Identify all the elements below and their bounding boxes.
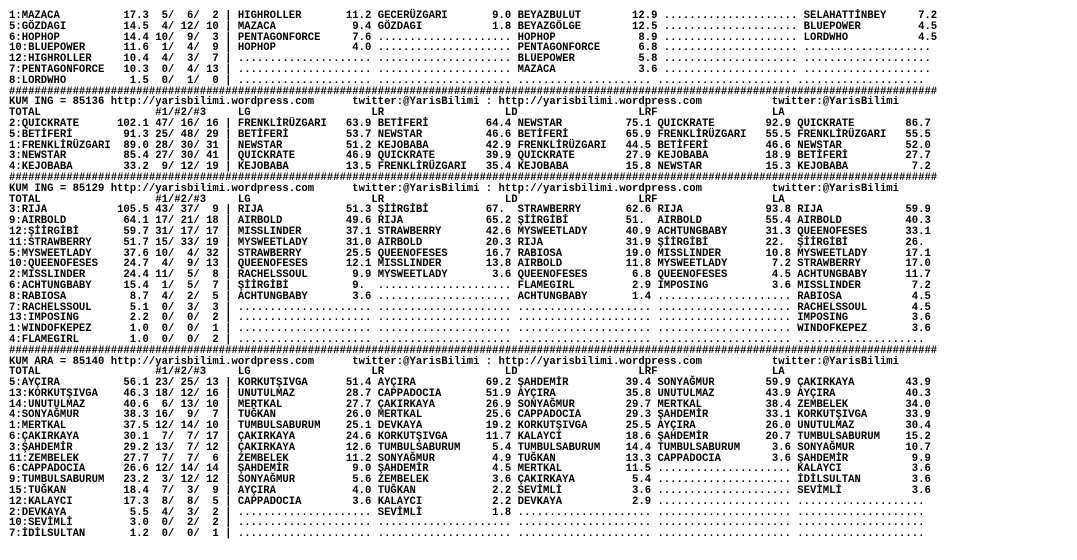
text-line: 6:HOPHOP 14.4 10/ 9/ 3 | PENTAGONFORCE 7.6 ..................... HOPHOP 8.9 ..................... LORDWHO 4.5 — [9, 31, 938, 44]
text-line: TOTAL #1/#2/#3 LG LR LD LRF LA — [9, 366, 785, 379]
text-line: TOTAL #1/#2/#3 LG LR LD LRF LA — [9, 193, 785, 206]
text-line: 7:İDİLSULTAN 1.2 0/ 0/ 1 | ..................... ..................... ..................... ..................... .................... — [9, 528, 925, 541]
text-line: 7:RACHELSSOUL 5.1 0/ 3/ 3 | ..................... ..................... ..................... ..................... RACHELSSOUL 4.5 — [9, 301, 931, 314]
text-line: 2:QUICKRATE 102.1 47/ 16/ 16 | FRENKLİRÜZGARI 63.9 BETİFERİ 64.4 NEWSTAR 75.1 QUICKRATE 92.9 QUICKRATE 86.7 — [9, 117, 931, 130]
text-line: 1:MAZACA 17.3 5/ 6/ 2 | HIGHROLLER 11.2 GECERÜZGARI 9.0 BEYAZBULUT 12.9 ..................... SELAHATTİNBEY 7.2 — [9, 10, 938, 22]
text-line: 7:PENTAGONFORCE 10.3 0/ 4/ 13 | ..................... ..................... MAZACA 3.6 ..................... .................... — [9, 63, 931, 76]
text-line: 6:ACHTUNGBABY 15.4 1/ 5/ 7 | ŞİİRGİBİ 9. ..................... FLAMEGIRL 2.9 IMPOSING 3.6 MISSLINDER 7.2 — [9, 279, 931, 292]
text-line: 4:KEJOBABA 33.2 9/ 12/ 19 | KEJOBABA 13.5 FRENKLİRÜZGARI 35.4 KEJOBABA 15.8 NEWSTAR 15.3 KEJOBABA 7.2 — [9, 161, 931, 174]
text-line: 9:TUMBULSABURUM 23.2 3/ 12/ 12 | SONYAĞMUR 5.6 ZEMBELEK 3.6 ÇAKIRKAYA 5.4 ..................... İDİLSULTAN 3.6 — [9, 474, 931, 487]
text-line: 1:FRENKLİRÜZGARI 89.0 28/ 30/ 31 | NEWSTAR 51.2 KEJOBABA 42.9 FRENKLİRÜZGARI 44.5 BETİFERİ 46.6 NEWSTAR 52.0 — [9, 139, 931, 152]
text-line: 3:NEWSTAR 85.4 27/ 30/ 41 | QUICKRATE 46.9 QUICKRATE 39.9 QUICKRATE 27.9 KEJOBABA 18.9 BETİFERİ 27.7 — [9, 150, 931, 163]
text-line: 2:DEVKAYA 5.5 4/ 3/ 2 | ..................... SEVİMLİ 1.8 ..................... ..................... .................... — [9, 506, 925, 519]
text-line: 1:MERTKAL 37.5 12/ 14/ 10 | TUMBULSABURUM 25.1 DEVKAYA 19.2 KORKUTŞIVGA 25.5 AYÇIRA 26.0 UNUTULMAZ 30.4 — [9, 420, 931, 433]
text-line: 4:FLAMEGIRL 1.0 0/ 0/ 2 | ..................... ..................... ..................... ..................... .................... — [9, 333, 925, 346]
text-line: 5:MYSWEETLADY 37.6 10/ 4/ 32 | STRAWBERRY 25.5 QUEENOFESES 16.7 RABIOSA 19.0 MISSLINDER 10.8 MYSWEETLADY 17.1 — [9, 247, 931, 260]
text-line: 3:RIJA 105.5 43/ 37/ 9 | RIJA 51.3 ŞİİRGİBİ 67. STRAWBERRY 62.6 RIJA 93.8 RIJA 59.9 — [9, 204, 931, 217]
text-line: 5:AYÇIRA 56.1 23/ 25/ 13 | KORKUTŞIVGA 51.4 AYÇIRA 69.2 ŞAHDEMİR 39.4 SONYAĞMUR 59.9 ÇAKIRKAYA 43.9 — [9, 377, 931, 390]
text-line: 8:RABIOSA 8.7 4/ 2/ 5 | ACHTUNGBABY 3.6 ..................... ACHTUNGBABY 1.4 ..................... RABIOSA 4.5 — [9, 290, 931, 303]
text-line: 10:SEVİMLİ 3.0 0/ 2/ 2 | ..................... ..................... ..................... ..................... .................... — [9, 517, 925, 530]
text-line: 10:QUEENOFESES 24.7 4/ 9/ 13 | QUEENOFESES 12.1 MISSLINDER 13.8 AIRBOLD 11.8 MYSWEETLADY 7.2 STRAWBERRY 17.0 — [9, 258, 931, 271]
text-line: ################################################################################################################################################## — [9, 85, 938, 98]
text-line: 12:KALAYCI 17.3 8/ 8/ 5 | CAPPADOCIA 3.6 KALAYCI 2.2 DEVKAYA 2.9 ..................... .................... — [9, 495, 925, 508]
text-line: 12:HIGHROLLER 10.4 4/ 3/ 7 | ..................... ..................... BLUEPOWER 5.8 ..................... .................... — [9, 53, 931, 66]
text-line: 6:ÇAKIRKAYA 30.1 7/ 7/ 17 | ÇAKIRKAYA 24.6 KORKUTŞIVGA 11.7 KALAYCI 18.6 ŞAHDEMİR 20.7 TUMBULSABURUM 15.2 — [9, 431, 931, 444]
text-line: 13:KORKUTŞIVGA 46.3 18/ 12/ 16 | UNUTULMAZ 28.7 CAPPADOCIA 51.9 AYÇIRA 35.8 UNUTULMAZ 43.9 AYÇIRA 40.3 — [9, 387, 931, 400]
text-line: 11:STRAWBERRY 51.7 15/ 33/ 19 | MYSWEETLADY 31.0 AIRBOLD 20.3 RIJA 31.9 ŞİİRGİBİ 22. ŞİİRGİBİ 26. — [9, 236, 925, 249]
text-line: 3:ŞAHDEMİR 29.2 13/ 7/ 12 | ÇAKIRKAYA 12.6 TUMBULSABURUM 5.4 TUMBULSABURUM 14.4 TUMBULSABURUM 3.6 SONYAĞMUR 10.7 — [9, 441, 931, 454]
text-line: 15:TUĞKAN 18.4 7/ 3/ 9 | AYÇIRA 4.0 TUĞKAN 2.2 SEVİMLİ 3.6 ..................... SEVİMLİ 3.6 — [9, 485, 931, 498]
text-line: 12:ŞİİRGİBİ 59.7 31/ 17/ 17 | MISSLINDER 37.1 STRAWBERRY 42.6 MYSWEETLADY 40.9 ACHTUNGBABY 31.3 QUEENOFESES 33.1 — [9, 225, 931, 238]
text-line: 5:BETİFERİ 91.3 25/ 48/ 29 | BETİFERİ 53.7 NEWSTAR 46.6 BETİFERİ 65.9 FRENKLİRÜZGARI 55.5 FRENKLİRÜZGARI 55.5 — [9, 128, 931, 141]
text-line: 1:WINDOFKEPEZ 1.0 0/ 0/ 1 | ..................... ..................... ..................... ..................... WINDOFKEPEZ 3.6 — [9, 323, 931, 336]
text-line: 6:CAPPADOCIA 26.6 12/ 14/ 14 | ŞAHDEMİR 9.0 ŞAHDEMİR 4.5 MERTKAL 11.5 ..................... KALAYCI 3.6 — [9, 463, 931, 476]
text-line: ################################################################################################################################################## — [9, 344, 938, 357]
text-line: KUM ARA = 85140 http://yarisbilimi.wordpress.com twitter:@YarisBilimi : http://yarisbilimi.wordpress.com twitter:@YarisBilimi — [9, 355, 900, 368]
text-line: 5:GÖZDAGI 14.5 4/ 12/ 10 | MAZACA 9.4 GÖZDAGI 1.8 BEYAZGÖLGE 12.5 ..................... BLUEPOWER 4.5 — [9, 20, 938, 33]
text-line: 9:AIRBOLD 64.1 17/ 21/ 18 | AIRBOLD 49.6 RIJA 65.2 ŞİİRGİBİ 51. AIRBOLD 55.4 AIRBOLD 40.3 — [9, 215, 931, 228]
text-line: KUM ING = 85129 http://yarisbilimi.wordpress.com twitter:@YarisBilimi : http://yarisbilimi.wordpress.com twitter:@YarisBilimi — [9, 182, 900, 195]
text-line: 13:IMPOSING 2.2 0/ 0/ 2 | ..................... ..................... ..................... ..................... IMPOSING 3.6 — [9, 312, 931, 325]
text-line: ################################################################################################################################################## — [9, 171, 938, 184]
text-line: 4:SONYAĞMUR 38.3 16/ 9/ 7 | TUĞKAN 26.0 MERTKAL 25.6 CAPPADOCIA 29.3 ŞAHDEMİR 33.1 KORKUTŞIVGA 33.9 — [9, 409, 931, 422]
text-line: 2:MISSLINDER 24.4 11/ 5/ 8 | RACHELSSOUL 9.9 MYSWEETLADY 3.6 QUEENOFESES 6.8 QUEENOFESES 4.5 ACHTUNGBABY 11.7 — [9, 269, 931, 282]
text-line: 8:LORDWHO 1.5 0/ 1/ 0 | ..................... ..................... ..................... ..................... .................... — [9, 74, 925, 87]
text-line: 11:ZEMBELEK 27.7 7/ 7/ 6 | ZEMBELEK 11.2 SONYAĞMUR 4.9 TUĞKAN 13.3 CAPPADOCIA 3.6 ŞAHDEMİR 9.9 — [9, 452, 931, 465]
text-line: TOTAL #1/#2/#3 LG LR LD LRF LA — [9, 107, 785, 120]
text-line: KUM ING = 85136 http://yarisbilimi.wordpress.com twitter:@YarisBilimi : http://yarisbilimi.wordpress.com twitter:@YarisBilimi — [9, 96, 900, 109]
race-results-sheet — [9, 11, 937, 540]
text-line: 10:BLUEPOWER 11.6 1/ 4/ 9 | HOPHOP 4.0 ..................... PENTAGONFORCE 6.8 ..................... .................... — [9, 42, 931, 55]
text-line: 14:UNUTULMAZ 40.6 6/ 13/ 10 | MERTKAL 27.7 ÇAKIRKAYA 26.9 SONYAĞMUR 29.7 MERTKAL 38.4 ZEMBELEK 34.0 — [9, 398, 931, 411]
